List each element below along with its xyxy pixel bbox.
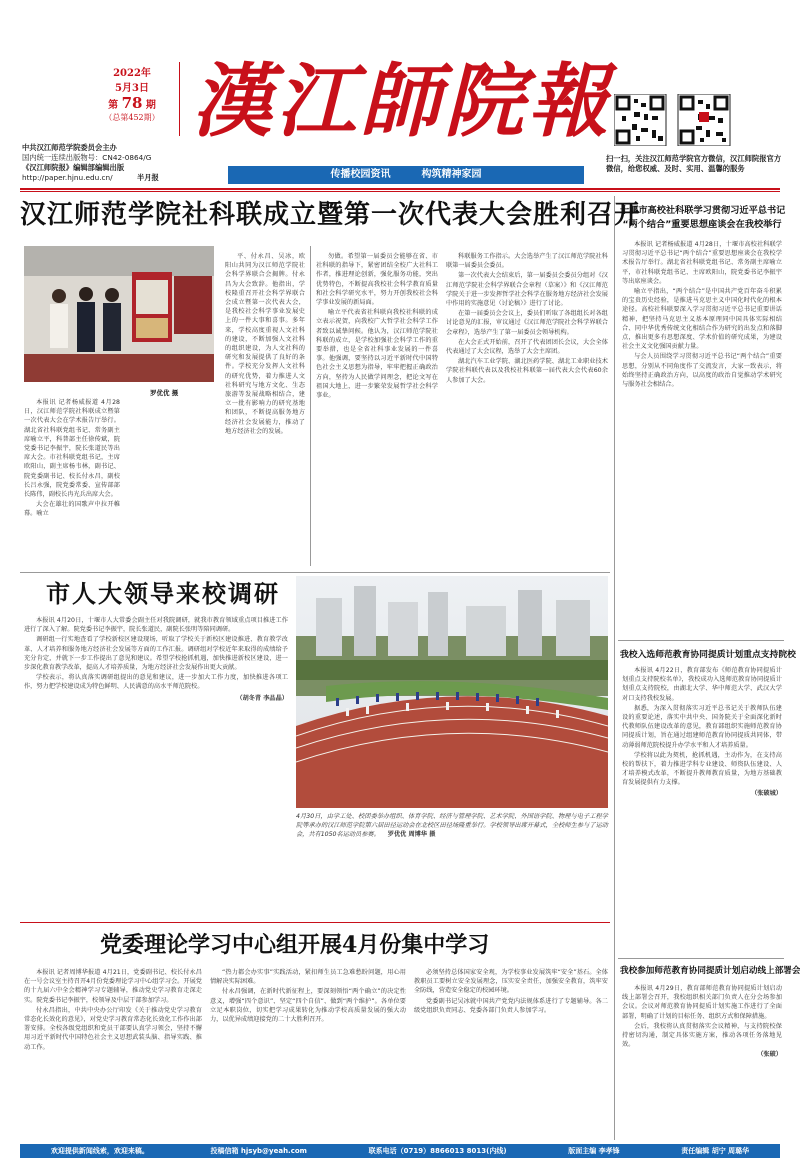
editorial: 《汉江师院报》编辑部编辑出版 bbox=[22, 163, 125, 172]
issue-info bbox=[92, 64, 172, 123]
footer-email[interactable]: 投稿信箱 hjsyb@yeah.com bbox=[210, 1147, 307, 1155]
right2-author: （张破城） bbox=[751, 789, 782, 797]
issue-number-line bbox=[92, 94, 172, 112]
right2-p1: 本报讯 4月22日，教育部发布《师范教育协同提质计划重点支持院校名单》，我校成功入选师范教育协同提质计划重点支持院校，由湖北大学、华中师范大学、武汉大学对口支持我校发展。 bbox=[622, 667, 782, 702]
slogan-2: 构筑精神家园 bbox=[421, 169, 482, 180]
issue-prefix: 第 bbox=[108, 100, 119, 111]
article3-col2-p1: “热力都会办实事”实践活动，紧扣师生员工急难愁盼问题，用心用情解决实际困难。 bbox=[210, 969, 406, 986]
right2-headline: 我校入选师范教育协同提质计划重点支持院校 bbox=[620, 650, 796, 660]
article1-col1-p2: 大会在雄壮的国歌声中拉开帷幕。喻立 bbox=[24, 501, 120, 518]
article2-p1: 本报讯 4月20日，十堰市人大常委会副主任对我院调研，就我市教育领域重点项目推进工作进行了深入了解。院党委书记李振宇，院长张道民，副院长张明等陪同调研。 bbox=[24, 617, 288, 634]
article1-photo-credit: 罗优优 摄 bbox=[150, 389, 179, 397]
article1-col4-p3: 在第一届委员会会议上，委员们听取了各组组长对各组讨论意见的汇报，审议通过《汉江师范学院社会科学界联合会章程》，选举产生了第一届委员会领导机构。 bbox=[446, 310, 608, 336]
issue-day: 5月3日 bbox=[115, 83, 149, 94]
footer-bar bbox=[20, 1144, 780, 1158]
article1-col2 bbox=[225, 252, 305, 437]
article1-col1-p1: 本报讯 记者杨威报道 4月28日，汉江师范学院社科联成立暨第一次代表大会在学术报告厅举行。湖北省社科联党组书记、常务副主席喻立平，科普部主任徐传斌，院党委书记李振宇，院长张道民等出席大会。市社科联党组书记，主席欧阳山，副主席杨韦林，副书记、院党委副书记、校长付永昌，副校长吕永强，院党委常委、宣传部部长陈伟，副校长冉光兵出席大会。 bbox=[24, 399, 120, 499]
right1-p2: 喻立平指出，“两个结合”是中国共产党百年奋斗积累的宝贵历史经验，是推进马克思主义中国化时代化的根本途径。高校社科联要深入学习贯彻习近平总书记重要讲话精神，把坚持马克思主义基本原理同中国具体实际相结合、同中华优秀传统文化相结合作为研究的出发点和落脚点，推出更多有思想深度、学术价值的研究成果，为建设社会主义文化强国贡献力量。 bbox=[622, 288, 782, 351]
right2-body bbox=[622, 666, 782, 798]
sports-photo-caption bbox=[296, 812, 608, 839]
publisher-info bbox=[22, 143, 222, 183]
article2-p3: 学校表示，将认真落实调研组提出的意见和建议，进一步加大工作力度，加快推进各项工作，努力把学校建设成为特色鲜明、人民满意的高水平师范院校。 bbox=[24, 674, 288, 691]
footer-editors: 责任编辑 胡宁 周璐华 bbox=[681, 1147, 750, 1155]
website-link[interactable]: http://paper.hjnu.edu.cn/ bbox=[22, 173, 113, 182]
article1-col4-p4: 在大会正式开始前，召开了代表团团长会议，大会全体代表通过了大会议程，选举了大会主席团。 bbox=[446, 338, 608, 356]
article3-col2-p2: 付永昌强调，在新时代新征程上，要深刻领悟“两个确立”的决定性意义，增强“四个意识”、坚定“四个自信”、做到“两个维护”。各单位要立足本职岗位，切实把学习成果转化为推动学校高质量发展的强大动力，以优异成绩迎接党的二十大胜利召开。 bbox=[210, 988, 406, 1024]
article1-col1 bbox=[24, 398, 120, 520]
issue-number: 78 bbox=[121, 94, 143, 112]
footer-contribute: 欢迎提供新闻线索，欢迎来稿。 bbox=[50, 1147, 149, 1155]
footer-chief-editor: 版面主编 李孝锋 bbox=[568, 1147, 620, 1155]
right3-author: （张破） bbox=[757, 1051, 782, 1059]
right1-headline-1: 十堰市高校社科联学习贯彻习近平总书记 bbox=[620, 205, 786, 216]
article1-col4-p5: 湖北汽车工业学院、湖北医药学院、湖北工业职业技术学院社科联代表以及我校社科联第一届代表大会代表60余人参加了大会。 bbox=[446, 358, 608, 384]
total-issue: （总第452期） bbox=[104, 113, 160, 122]
newspaper-title: 漢江師院報 bbox=[192, 54, 612, 148]
right1-body bbox=[622, 240, 782, 390]
issue-year: 2022年 bbox=[113, 68, 151, 79]
frequency: 半月报 bbox=[136, 173, 159, 182]
article3-headline: 党委理论学习中心组开展4月份集中学习 bbox=[100, 932, 490, 958]
article1-col4 bbox=[446, 252, 608, 386]
article1-col3 bbox=[316, 252, 438, 401]
cn-number: 国内统一连续出版物号：CN42-0864/G bbox=[22, 153, 152, 162]
right3-body bbox=[622, 984, 782, 1060]
footer-phone: 联系电话（0719）8866013 8013(内线) bbox=[368, 1147, 507, 1155]
article3-col3-p2: 党委副书记吴冰就中国共产党党内法规体系进行了专题辅导。各二级党组织负责同志、党委各部门负责人参加学习。 bbox=[414, 997, 608, 1014]
article3-col3-p1: 必须坚持总体国家安全观，为学校事业发展筑牢“安全”基石。全体教职员工要树立安全发展理念，压实安全责任，加强安全教育，筑牢安全防线，营造安全稳定的校园环境。 bbox=[414, 969, 608, 995]
right2-p3: 学校将以此为契机，抢抓机遇，主动作为，在支持高校的帮扶下，着力推进学科专业建设、师资队伍建设、人才培养模式改革，不断提升教师教育质量，为地方基础教育发展提供有力支撑。 bbox=[622, 751, 782, 787]
right3-headline: 我校参加师范教育协同提质计划启动线上部署会 bbox=[620, 966, 800, 976]
right2-p2: 据悉，为深入贯彻落实习近平总书记关于教师队伍建设的重要论述，落实中共中央、国务院关于全面深化新时代教师队伍建设改革的意见，教育部组织实施师范教育协同提质计划，旨在通过组建师范教育协同提质共同体，带动薄弱师范院校提升办学水平和人才培养质量。 bbox=[622, 704, 782, 749]
right1-p3: 与会人员围绕学习贯彻习近平总书记“两个结合”重要思想，分别从不同角度作了交流发言，大家一致表示，将始终坚持正确政治方向，以高度的政治自觉推动学术研究与服务社会相结合。 bbox=[622, 353, 782, 389]
slogan-banner bbox=[228, 166, 584, 184]
slogan-1: 传播校园资讯 bbox=[330, 169, 391, 180]
right1-headline bbox=[620, 204, 784, 232]
article3-col1 bbox=[24, 968, 202, 1053]
article1-photo bbox=[24, 246, 214, 382]
qr-code-icon bbox=[614, 94, 740, 146]
publisher: 中共汉江师范学院委员会主办 bbox=[22, 143, 117, 152]
sports-caption-text: 4月30日，由学工处、校团委举办组织、体育学院、经济与管理学院、艺术学院、外国语学院、物理与电子工程学院等承办的汉江师范学院第六届田径运动会在北校区田径场隆重举行。学校领导出席开幕式，全校师生参与了运动会，共有1050名运动员参赛。 bbox=[296, 813, 608, 838]
qr-caption: 扫一扫，关注汉江师范学院官方微信，汉江师院报官方微信，给您权威、及时、实用、温馨的服务 bbox=[606, 154, 782, 173]
article1-col4-p1: 科联服务工作指示。大会选举产生了汉江师范学院社科联第一届委员会委员。 bbox=[446, 253, 608, 270]
sports-field-image bbox=[296, 576, 608, 808]
qr-codes bbox=[614, 94, 740, 146]
article2-headline: 市人大领导来校调研 bbox=[46, 579, 280, 608]
article3-col2 bbox=[210, 968, 406, 1025]
right3-p2: 会后，我校将认真贯彻落实会议精神，与支持院校保持密切沟通，制定具体实施方案，推动各项任务落地见效。 bbox=[622, 1022, 782, 1049]
article3-col1-p1: 本报讯 记者周博华报道 4月21日，党委副书记、校长付永昌在一号会议室主持召开4月份党委理论学习中心组学习会。开展党的十九届六中全会精神学习专题辅导，推动党史学习教育走深走实。院党委书记李振宇，校领导及中层干部参加学习。 bbox=[24, 969, 202, 1004]
issue-suffix: 期 bbox=[145, 100, 156, 111]
article1-col3-p2: 喻立平代表省社科联向我校社科联的成立表示祝贺，向我校广大哲学社会科学工作者致以诚挚问候。他认为，汉江师范学院社科联的成立，是学校加强社会科学工作的重要举措，也是全省社科事业发展的一件喜事。他强调，要坚持以习近平新时代中国特色社会主义思想为指导，牢牢把握正确政治方向，坚持为人民做学问理念，把论文写在祖国大地上，进一步繁荣发展哲学社会科学事业。 bbox=[316, 309, 438, 400]
unveiling-ceremony-image bbox=[24, 246, 214, 382]
article1-col4-p2: 第一次代表大会结束后，第一届委员会委员分组对《汉江师范学院社会科学界联合会章程（草案）》和《汉江师范学院关于进一步发挥哲学社会科学在服务地方经济社会发展中作用的实施意见（讨论稿）》进行了讨论。 bbox=[446, 272, 608, 308]
right1-headline-2: “两个结合”重要思想座谈会在我校举行 bbox=[622, 219, 782, 230]
article1-headline: 汉江师范学院社科联成立暨第一次代表大会胜利召开 bbox=[20, 200, 642, 230]
article2-p2: 调研组一行实地查看了学校新校区建设现场，听取了学校关于新校区建设推进、教育教学改革、人才培养和服务地方经济社会发展等方面的工作汇报。调研组对学校近年来取得的成绩给予充分肯定，并就下一步工作提出了意见和建议。希望学校抢抓机遇，加快推进新校区建设，进一步深化教育教学改革，提高人才培养质量，为地方经济社会发展作出更大贡献。 bbox=[24, 636, 288, 672]
sports-meet-photo bbox=[296, 576, 608, 808]
sports-photo-credit: 罗优优 周博华 摄 bbox=[387, 831, 436, 838]
right3-p1: 本报讯 4月29日，教育部师范教育协同提质计划启动线上部署会召开，我校组织相关部门负责人在分会场参加会议。会议对师范教育协同提质计划实施工作进行了全面部署，明确了计划的目标任务、组织方式和保障措施。 bbox=[622, 985, 782, 1020]
article2-body bbox=[24, 616, 288, 703]
right1-p1: 本报讯 记者杨威报道 4月28日，十堰市高校社科联学习贯彻习近平总书记“两个结合”重要思想座谈会在我校学术报告厅举行。湖北省社科联党组书记、常务副主席喻立平，市社科联党组书记、主席欧阳山，院党委书记李振宇等出席座谈会。 bbox=[622, 241, 782, 285]
article1-col2-p1: 平、付永昌、吴冰，欧阳山共同为汉江师范学院社会科学界联合会揭牌。付永昌为大会致辞。他指出，学校隆重召开社会科学界联合会成立暨第一次代表大会，是我校社会科学事业发展史上的一件大事和喜事。多年来，学校高度重视人文社科的建设，不断加强人文社科的组织建设，为人文社科的研究和发展提供了良好的条件。学校充分发挥人文社科的研究优势，着力推进人文社科研究与地方文化、生态旅游等发展战略相结合，建立一批有影响力的研究基地和团队，不断提高服务地方经济社会发展能力，推动了地方经济社会的发展。 bbox=[225, 253, 305, 435]
article1-col3-p1: 勿做。希望第一届委员会能够在省、市社科联的指导下，紧密团结全校广大社科工作者，推进理论创新，强化服务功能，突出优势特色，不断提高我校社会科学教育质量和社会科学研究水平，努力开创我校社会科学事业发展的新局面。 bbox=[316, 253, 438, 307]
article3-col1-p2: 付永昌指出，中共中央办公厅印发《关于推动党史学习教育常态化长效化的意见》，对党史学习教育常态化长效化工作作出部署安排。全校各级党组织和党员干部要认真学习领会，坚持不懈用习近平新时代中国特色社会主义思想武装头脑、指导实践、推动工作。 bbox=[24, 1006, 202, 1051]
article2-author: （胡冬青 李品晶） bbox=[236, 694, 288, 702]
article3-col3 bbox=[414, 968, 608, 1016]
